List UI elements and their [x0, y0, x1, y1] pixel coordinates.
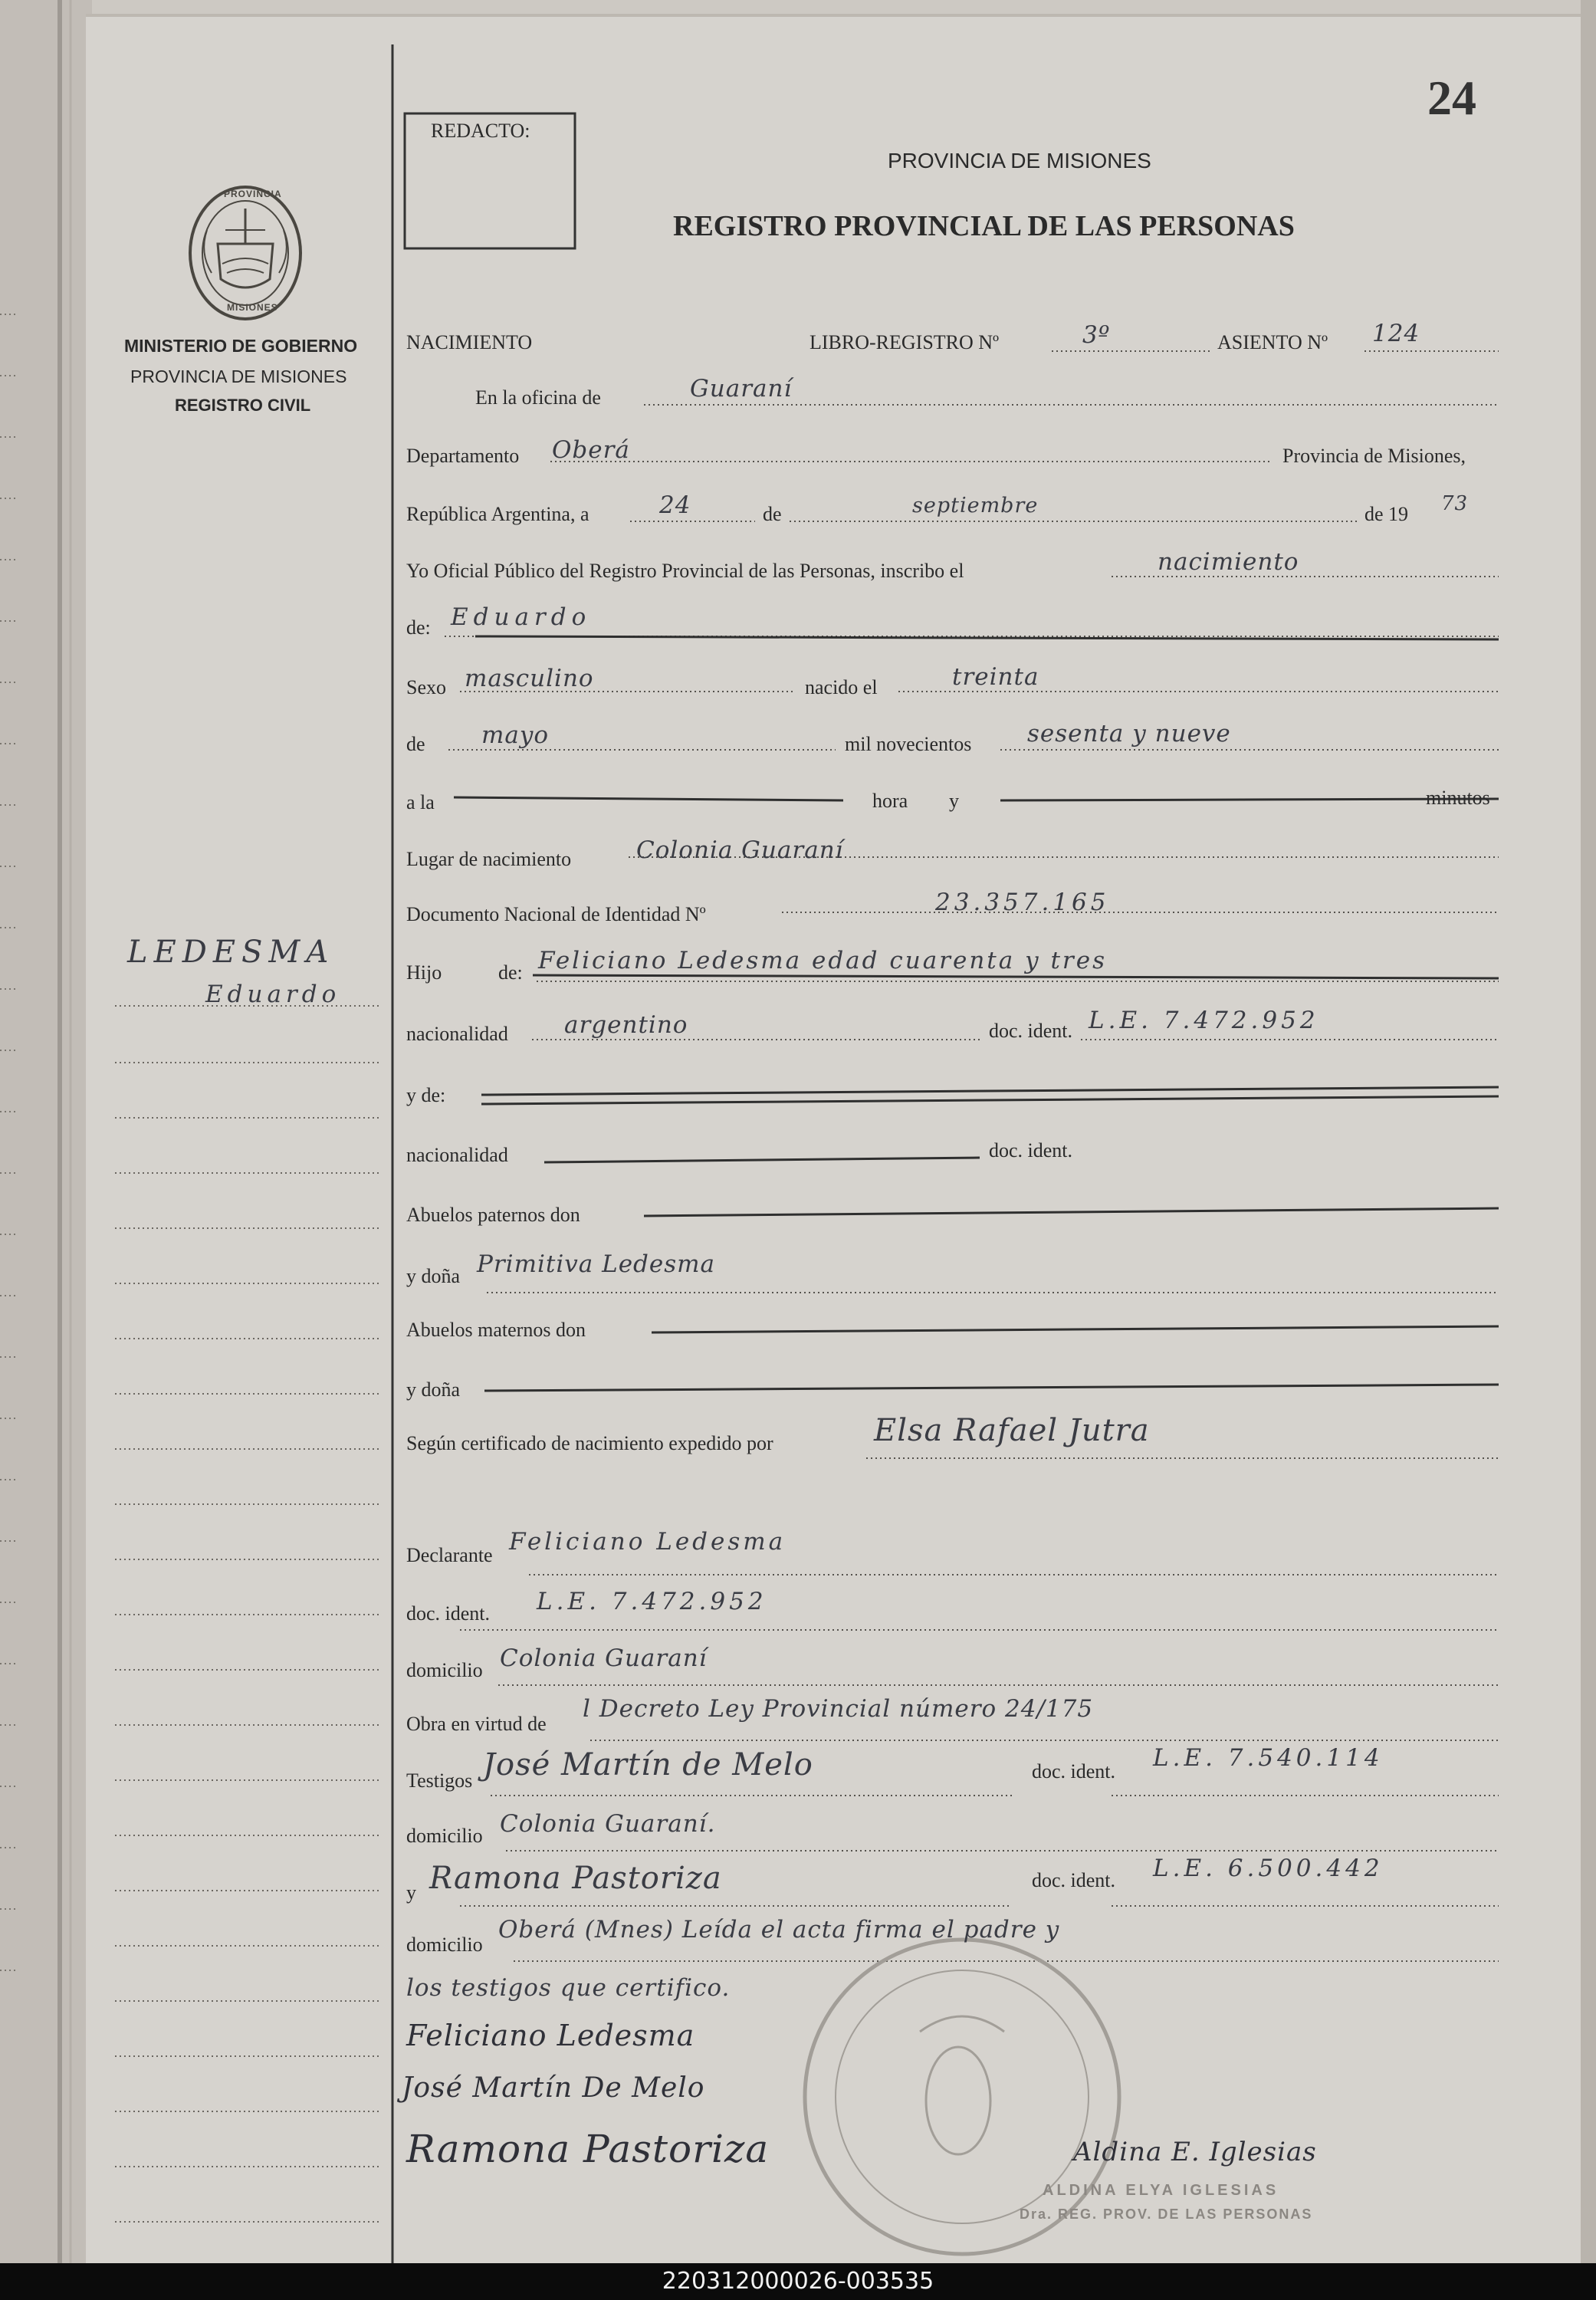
obra-label: Obra en virtud de [406, 1713, 547, 1735]
mil-value: sesenta y nueve [1027, 720, 1231, 748]
stamp-line-2: Dra. REG. PROV. DE LAS PERSONAS [1020, 2206, 1313, 2222]
abuelos-maternos-label: Abuelos maternos don [406, 1319, 586, 1341]
testigo2-value: Ramona Pastoriza [429, 1861, 722, 1896]
oficial-value: nacimiento [1158, 548, 1299, 576]
asiento-value: 124 [1372, 320, 1420, 347]
asiento-label: ASIENTO Nº [1217, 331, 1328, 353]
domicilio-label: domicilio [406, 1659, 483, 1681]
nacionalidad-label: nacionalidad [406, 1023, 508, 1045]
domicilio-value: Colonia Guaraní [500, 1644, 708, 1672]
testigos-label: Testigos [406, 1769, 473, 1792]
seal-bottom-text: MISIONES [227, 302, 278, 313]
dni-label: Documento Nacional de Identidad Nº [406, 903, 706, 925]
docident-label: doc. ident. [989, 1020, 1073, 1042]
page-number: 24 [1427, 71, 1476, 125]
redacto-label: REDACTO: [431, 120, 530, 142]
oficina-label: En la oficina de [475, 386, 601, 409]
hijo-label: Hijo [406, 961, 442, 984]
mes-value: septiembre [912, 494, 1039, 518]
dia-value: 24 [659, 491, 691, 519]
testigo2-domicilio-value: Oberá (Mnes) Leída el acta firma el padre y [498, 1916, 1060, 1944]
hijo-de-label: de: [498, 961, 523, 984]
padre-value: Feliciano Ledesma edad cuarenta y tres [538, 947, 1107, 974]
province-heading: PROVINCIA DE MISIONES [888, 149, 1151, 172]
certificado-value: Elsa Rafael Jutra [874, 1413, 1150, 1448]
de-label: de [763, 503, 782, 525]
registry-heading: REGISTRO PROVINCIAL DE LAS PERSONAS [673, 210, 1295, 242]
yde-label: y de: [406, 1084, 446, 1106]
ydona2-label: y doña [406, 1378, 461, 1401]
libro-value: 3º [1082, 321, 1111, 349]
hora-label: hora [872, 790, 908, 812]
anio-label: de 19 [1364, 503, 1409, 525]
abuelos-paternos-label: Abuelos paternos don [406, 1204, 580, 1226]
libro-label: LIBRO-REGISTRO Nº [809, 331, 1000, 353]
declarante-value: Feliciano Ledesma [509, 1528, 787, 1556]
declarante-label: Declarante [406, 1544, 493, 1566]
ala-label: a la [406, 791, 435, 813]
image-id-footer: 220312000026-003535 [0, 2263, 1596, 2300]
nombre-label: de: [406, 616, 431, 639]
record-type-label: NACIMIENTO [406, 331, 533, 353]
signature-testigo-2: Ramona Pastoriza [406, 2127, 770, 2171]
y-label: y [949, 790, 959, 812]
dni-value: 23.357.165 [935, 889, 1110, 916]
signature-padre: Feliciano Ledesma [406, 2019, 695, 2052]
departamento-value: Oberá [552, 436, 630, 464]
signature-testigo-1: José Martín De Melo [402, 2072, 705, 2104]
cierre-value: los testigos que certifico. [406, 1974, 731, 2002]
declarante-doc-value: L.E. 7.472.952 [537, 1588, 767, 1615]
republica-label: República Argentina, a [406, 503, 589, 525]
sexo-label: Sexo [406, 676, 446, 698]
y2-label: y [406, 1881, 416, 1904]
nacido-value: treinta [952, 663, 1039, 691]
margin-name: Eduardo [205, 981, 341, 1008]
nacido-label: nacido el [805, 676, 878, 698]
sexo-value: masculino [465, 665, 594, 692]
departamento-label: Departamento [406, 445, 520, 467]
oficial-label: Yo Oficial Público del Registro Provincial de las Personas, inscribo el [406, 560, 964, 582]
nacionalidad-value: argentino [564, 1011, 688, 1039]
lugar-value: Colonia Guaraní [636, 836, 844, 864]
testigo1-value: José Martín de Melo [483, 1747, 813, 1783]
margin-surname: LEDESMA [127, 935, 335, 970]
testigo1-doc-value: L.E. 7.540.114 [1153, 1744, 1384, 1772]
stamp-line-1: ALDINA ELYA IGLESIAS [1043, 2182, 1279, 2199]
minutos-label: minutos [1426, 787, 1490, 809]
padre-doc-value: L.E. 7.472.952 [1089, 1007, 1319, 1034]
mes-nacimiento-value: mayo [481, 721, 550, 749]
mil-label: mil novecientos [845, 733, 972, 755]
provincia-label: Provincia de Misiones, [1282, 445, 1466, 467]
testigo1-doc-label: doc. ident. [1032, 1760, 1116, 1783]
ydona-label: y doña [406, 1265, 461, 1287]
testigo2-doc-value: L.E. 6.500.442 [1153, 1855, 1384, 1882]
signature-oficial: Aldina E. Iglesias [1073, 2137, 1317, 2167]
ministry-line-2: PROVINCIA DE MISIONES [130, 366, 347, 386]
docident2-label: doc. ident. [989, 1139, 1073, 1162]
anio-value: 73 [1441, 492, 1469, 515]
abuela-paterna-value: Primitiva Ledesma [477, 1250, 716, 1278]
lugar-label: Lugar de nacimiento [406, 848, 572, 870]
testigo2-doc-label: doc. ident. [1032, 1869, 1116, 1891]
de2-label: de [406, 733, 425, 755]
oficina-value: Guaraní [690, 375, 793, 402]
certificado-label: Según certificado de nacimiento expedido por [406, 1432, 773, 1454]
nacionalidad2-label: nacionalidad [406, 1144, 508, 1166]
ministry-line-1: MINISTERIO DE GOBIERNO [124, 336, 358, 356]
testigo1-domicilio-value: Colonia Guaraní. [500, 1810, 716, 1838]
declarante-doc-label: doc. ident. [406, 1602, 491, 1625]
nombre-value: Eduardo [451, 603, 592, 631]
obra-value: l Decreto Ley Provincial número 24/175 [583, 1695, 1094, 1723]
domicilio3-label: domicilio [406, 1934, 483, 1956]
ministry-line-3: REGISTRO CIVIL [175, 396, 311, 415]
seal-top-text: PROVINCIA [224, 189, 282, 199]
domicilio2-label: domicilio [406, 1825, 483, 1847]
